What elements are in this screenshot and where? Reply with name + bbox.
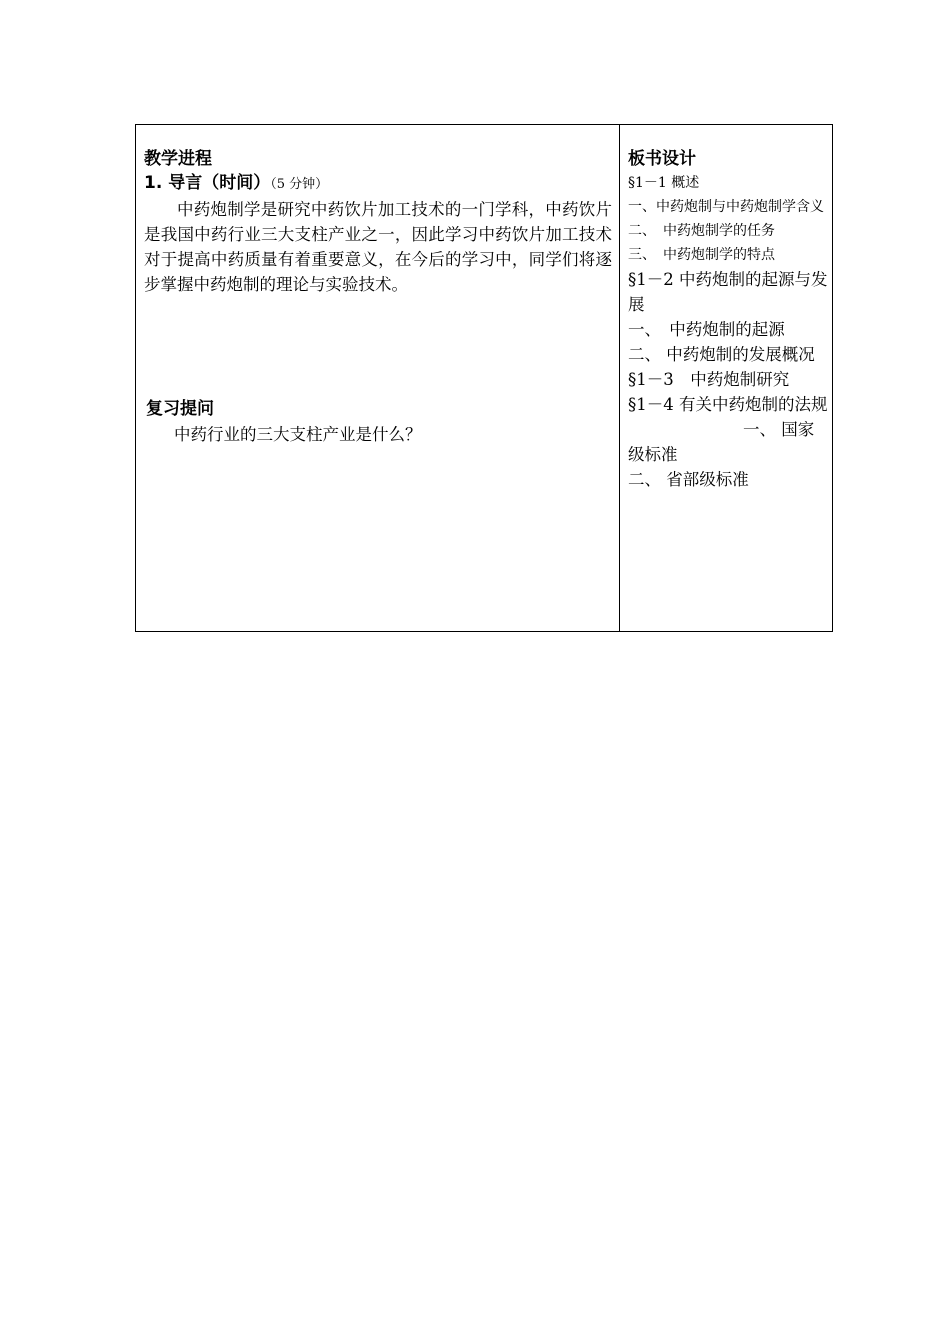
board-item: 一、中药炮制与中药炮制学含义 (628, 199, 824, 215)
board-item: 一、 中药炮制的起源 (628, 320, 785, 339)
teaching-process-cell (144, 147, 612, 297)
intro-paragraph: 中药炮制学是研究中药饮片加工技术的一门学科，中药饮片是我国中药行业三大支柱产业之一，因此学习中药饮片加工技术对于提高中药质量有着重要意义，在今后的学习中，同学们将逐步掌握中药炮制的理论与实验技术。 (144, 200, 612, 294)
column-divider (619, 125, 620, 631)
board-item: §1－1 概述 (628, 175, 700, 191)
board-item: §1－3 中药炮制研究 (628, 370, 790, 389)
board-item: §1－4 有关中药炮制的法规 (628, 395, 828, 414)
board-item: 一、 国家级标准 (628, 420, 815, 464)
intro-duration: （5 分钟） (270, 177, 329, 192)
board-item: 二、 中药炮制学的任务 (628, 223, 775, 239)
review-heading: 复习提问 (146, 399, 214, 419)
board-item: 三、 中药炮制学的特点 (628, 247, 775, 263)
lesson-plan-table (135, 124, 833, 632)
board-design-heading: 板书设计 (628, 149, 696, 169)
board-item: 二、 中药炮制的发展概况 (628, 345, 815, 364)
review-question: 中药行业的三大支柱产业是什么？ (174, 425, 422, 444)
board-design-cell (628, 147, 828, 492)
board-item: §1－2 中药炮制的起源与发展 (628, 270, 828, 314)
teaching-process-heading: 教学进程 (144, 149, 212, 169)
intro-section-title (144, 171, 612, 197)
intro-title: 1. 导言（时间） (144, 173, 271, 193)
board-item: 二、 省部级标准 (628, 470, 749, 489)
